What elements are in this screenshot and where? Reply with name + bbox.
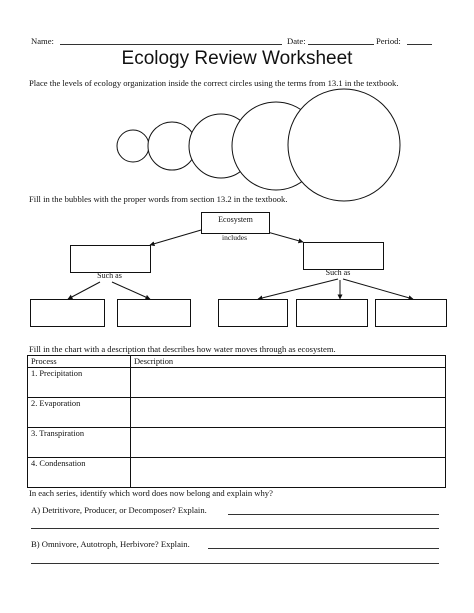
process-cell: 3. Transpiration xyxy=(28,428,131,458)
bubble-bottom-2[interactable] xyxy=(117,299,191,327)
table-row xyxy=(28,428,446,458)
ecosystem-box xyxy=(201,212,270,234)
answer-a-line-2[interactable] xyxy=(31,528,439,529)
circle-level-1 xyxy=(117,130,149,162)
bubble-left-mid[interactable] xyxy=(70,245,151,273)
description-cell[interactable] xyxy=(131,428,446,458)
ecology-levels-circles xyxy=(0,85,474,205)
answer-a-line-1[interactable] xyxy=(228,514,439,515)
header-description: Description xyxy=(131,356,446,368)
includes-label: includes xyxy=(222,233,247,242)
question-b: B) Omnivore, Autotroph, Herbivore? Explain. xyxy=(31,539,190,549)
table-row xyxy=(28,458,446,488)
section3-instructions: Fill in the chart with a description that describes how water moves through as ecosystem. xyxy=(29,344,336,354)
description-cell[interactable] xyxy=(131,458,446,488)
name-blank[interactable] xyxy=(60,44,282,45)
answer-b-line-2[interactable] xyxy=(31,563,439,564)
bubble-bottom-5[interactable] xyxy=(375,299,447,327)
such-as-right: Such as xyxy=(325,268,351,277)
water-cycle-table xyxy=(27,355,446,488)
date-label: Date: xyxy=(287,36,306,46)
name-label: Name: xyxy=(31,36,54,46)
page-title: Ecology Review Worksheet xyxy=(121,48,353,69)
section1-instructions: Place the levels of ecology organization inside the correct circles using the terms from 13.1 in the textbook. xyxy=(29,78,399,88)
circle-level-5 xyxy=(288,89,400,201)
process-cell: 4. Condensation xyxy=(28,458,131,488)
section2-instructions: Fill in the bubbles with the proper words from section 13.2 in the textbook. xyxy=(29,194,288,204)
bubble-bottom-1[interactable] xyxy=(30,299,105,327)
section4-instructions: In each series, identify which word does now belong and explain why? xyxy=(29,488,273,498)
header-process: Process xyxy=(28,356,131,368)
table-row xyxy=(28,398,446,428)
process-cell: 2. Evaporation xyxy=(28,398,131,428)
table-header-row xyxy=(28,356,446,368)
bubble-bottom-4[interactable] xyxy=(296,299,368,327)
bubble-right-mid[interactable] xyxy=(303,242,384,270)
such-as-left: Such as xyxy=(97,271,122,280)
description-cell[interactable] xyxy=(131,368,446,398)
ecosystem-label: Ecosystem xyxy=(218,215,253,224)
date-blank[interactable] xyxy=(308,44,374,45)
bubble-bottom-3[interactable] xyxy=(218,299,288,327)
period-label: Period: xyxy=(376,36,401,46)
table-row xyxy=(28,368,446,398)
question-a: A) Detritivore, Producer, or Decomposer? Explain. xyxy=(31,505,207,515)
period-blank[interactable] xyxy=(407,44,432,45)
process-cell: 1. Precipitation xyxy=(28,368,131,398)
answer-b-line-1[interactable] xyxy=(208,548,439,549)
description-cell[interactable] xyxy=(131,398,446,428)
